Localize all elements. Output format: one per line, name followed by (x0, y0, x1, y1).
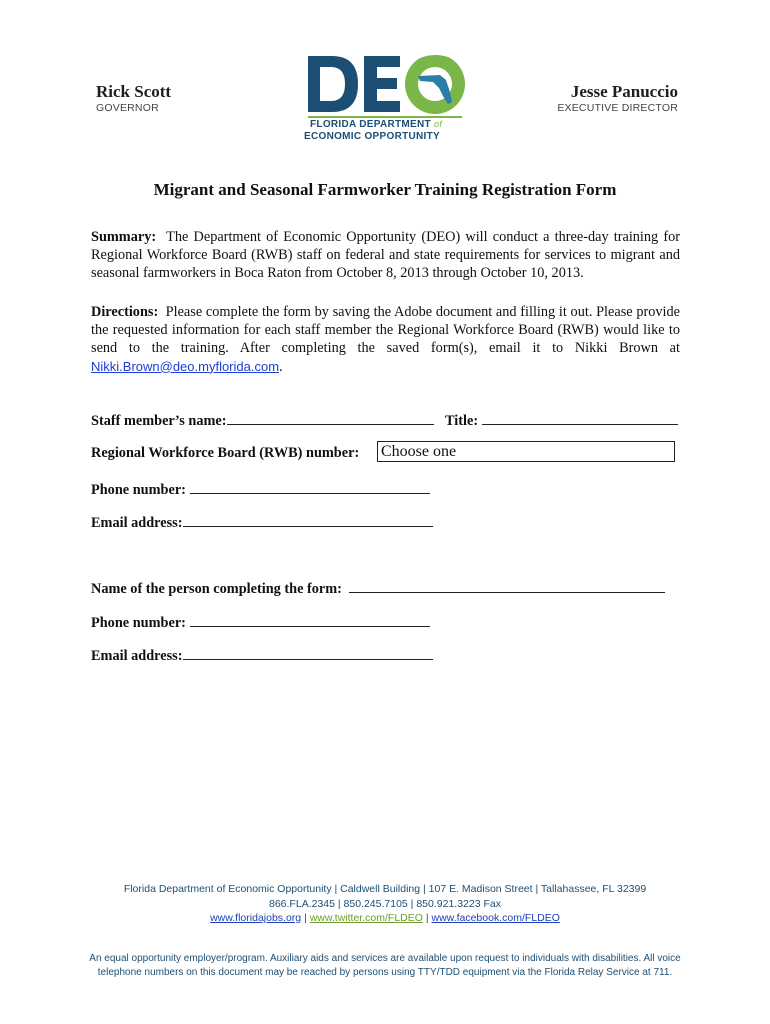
email-link[interactable]: Nikki.Brown@deo.myflorida.com (91, 358, 280, 374)
footer-phones: 866.FLA.2345 | 850.245.7105 | 850.921.3223 Fax (269, 898, 501, 910)
rwb-number-select[interactable]: Choose one (377, 441, 675, 462)
summary-paragraph (91, 228, 680, 283)
director-title: EXECUTIVE DIRECTOR (557, 102, 678, 114)
rwb-label: Regional Workforce Board (RWB) number: (91, 445, 360, 461)
footer-address: Florida Department of Economic Opportunity | Caldwell Building | 107 E. Madison Street | Tallahassee, FL 32399 (123, 883, 647, 895)
governor-name: Rick Scott (96, 82, 172, 101)
logo-line2: ECONOMIC OPPORTUNITY (304, 131, 441, 142)
directions-label: Directions: (91, 304, 159, 320)
completer-field[interactable] (349, 578, 665, 593)
summary-text: The Department of Economic Opportunity (DEO) will conduct a three-day training for Regional Workforce Board (RWB) staff on federal and state requirements for services to migrant and seasonal farmworkers in Boca Raton from October 8, 2013 through October 10, 2013. (91, 229, 681, 282)
phone-field[interactable] (190, 479, 430, 494)
summary-label: Summary: (91, 229, 157, 245)
footer-links: www.floridajobs.org | www.twitter.com/FLDEO | www.facebook.com/FLDEO (210, 912, 560, 924)
completer-label: Name of the person completing the form: (91, 581, 342, 597)
directions-paragraph: Directions: Please complete the form by saving the Adobe document and filling it out. Please provide the requested information for each staff member the Regional Workforce Board (RWB) would like to send to the training. After completing the saved form(s), email it to Nikki Brown at Nikki.Brown@deo.myflorida.com. (91, 304, 680, 375)
deo-logo (300, 46, 470, 144)
phone-row (91, 479, 430, 499)
completer-email-field[interactable] (183, 645, 433, 660)
staff-name-row (91, 410, 434, 430)
title-field[interactable] (482, 410, 678, 425)
completer-phone-row (91, 612, 430, 632)
completer-email-row (91, 645, 433, 665)
staff-name-label: Staff member’s name: (91, 413, 227, 429)
facebook-link[interactable]: www.facebook.com/FLDEO (431, 912, 560, 924)
title-row (445, 410, 678, 430)
email-field[interactable] (183, 512, 433, 527)
phone-label: Phone number: (91, 482, 186, 498)
directions-text: Please complete the form by saving the Adobe document and filling it out. Please provide the requested information for each staff member the Regional Workforce Board (RWB) would like to send to the training. After completing the saved form(s), email it to Nikki Brown at (91, 304, 680, 357)
completer-phone-label: Phone number: (91, 615, 186, 631)
director-name: Jesse Panuccio (570, 82, 678, 101)
completer-phone-field[interactable] (190, 612, 430, 627)
logo-line1: FLORIDA DEPARTMENT of (310, 119, 443, 130)
accessibility-notice: An equal opportunity employer/program. Auxiliary aids and services are available upon request to individuals with disabilities. All voice telephone numbers on this document may be reached by persons using TTY/TDD equipment via the Florida Relay Service at 711. (89, 953, 681, 978)
email-row (91, 512, 433, 532)
staff-name-field[interactable] (227, 410, 434, 425)
title-label: Title: (445, 413, 479, 429)
governor-title: GOVERNOR (96, 102, 159, 114)
completer-row (91, 578, 665, 598)
website-link[interactable]: www.floridajobs.org (210, 912, 302, 924)
email-label: Email address: (91, 515, 183, 531)
twitter-link[interactable]: www.twitter.com/FLDEO (309, 912, 423, 924)
completer-email-label: Email address: (91, 648, 183, 664)
page-title: Migrant and Seasonal Farmworker Training Registration Form (153, 180, 617, 199)
